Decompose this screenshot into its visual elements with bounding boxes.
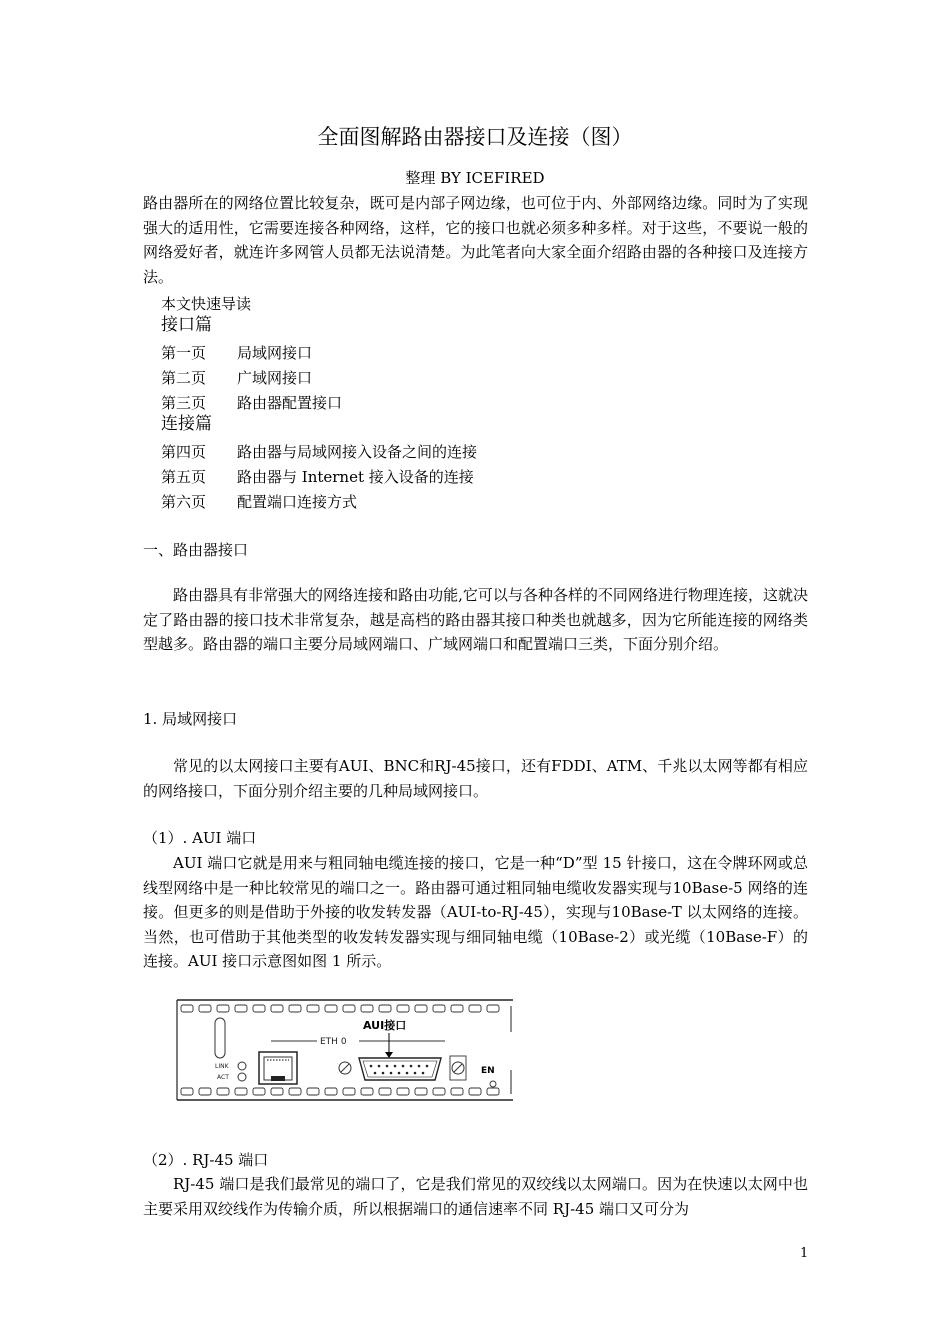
toc-item-page: 第四页: [161, 443, 207, 461]
aui-db15-connector-icon: [359, 1058, 441, 1080]
guide-label: 本文快速导读: [161, 295, 252, 313]
rj45-port-icon: [259, 1052, 297, 1084]
lan-interfaces-paragraph: 常见的以太网接口主要有AUI、BNC和RJ-45接口，还有FDDI、ATM、千兆以太网等都有相应的网络接口，下面分别介绍主要的几种局域网接口。: [143, 757, 808, 800]
intro-paragraph: 路由器所在的网络位置比较复杂，既可是内部子网边缘，也可位于内、外部网络边缘。同时为了实现强大的适用性，它需要连接各种网络，这样，它的接口也就必须多种多样。对于这些，不要说一般的网络爱好者，就连许多网管人员都无法说清楚。为此笔者向大家全面介绍路由器的各种接口及连接方法。: [143, 194, 808, 286]
toc-item-page: 第二页: [161, 369, 207, 387]
toc-item-label: 路由器与局域网接入设备之间的连接: [237, 443, 478, 461]
toc-section-connections: 连接篇: [161, 414, 212, 434]
toc-item-page: 第六页: [161, 493, 207, 511]
aui-interface-figure: [175, 996, 515, 1104]
act-led-label: ACT: [217, 1074, 229, 1081]
rj45-port-paragraph: RJ-45 端口是我们最常见的端口了，它是我们常见的双绞线以太网端口。因为在快速以太网中也主要采用双绞线作为传输介质，所以根据端口的通信速率不同 RJ-45 端口又可分为: [143, 1175, 808, 1218]
toc-item-label: 路由器与 Internet 接入设备的连接: [237, 468, 474, 486]
section-heading-lan-interfaces: 1. 局域网接口: [143, 710, 238, 728]
aui-port-heading: （1）. AUI 端口: [143, 829, 257, 847]
toc-item-label: 配置端口连接方式: [237, 493, 358, 511]
page-number: 1: [800, 1246, 809, 1261]
section-heading-router-interfaces: 一、路由器接口: [143, 541, 249, 559]
toc-item-page: 第五页: [161, 468, 207, 486]
byline: 整理 BY ICEFIRED: [405, 169, 545, 187]
toc-item-label: 路由器配置接口: [237, 394, 343, 412]
router-interfaces-paragraph: 路由器具有非常强大的网络连接和路由功能,它可以与各种各样的不同网络进行物理连接，这就决定了路由器的接口技术非常复杂，越是高档的路由器其接口种类也就越多，因为它所能连接的网络类型越多。路由器的端口主要分局域网端口、广域网端口和配置端口三类，下面分别介绍。: [143, 586, 808, 653]
link-led-label: LINK: [215, 1063, 229, 1070]
toc-item-label: 局域网接口: [237, 344, 313, 362]
en-label: EN: [481, 1066, 495, 1076]
aui-callout-label: AUI接口: [363, 1019, 407, 1032]
eth-label: ETH 0: [320, 1037, 347, 1047]
toc-item-page: 第三页: [161, 394, 207, 412]
rj45-port-heading: （2）. RJ-45 端口: [143, 1151, 269, 1169]
toc-item-page: 第一页: [161, 344, 207, 362]
aui-port-paragraph: AUI 端口它就是用来与粗同轴电缆连接的接口，它是一种“D”型 15 针接口，这在令牌环网或总线型网络中是一种比较常见的端口之一。路由器可通过粗同轴电缆收发器实现与10Base-5 网络的连接。但更多的则是借助于外接的收发转发器（AUI-to-RJ-45），实现与10Base-T 以太网络的连接。当然，也可借助于其他类型的收发转发器实现与细同轴电缆（10Base-2）或光缆（10Base-F）的连接。AUI 接口示意图如图 1 所示。: [143, 854, 808, 970]
page-title: 全面图解路由器接口及连接（图）: [317, 125, 633, 149]
toc-section-interfaces: 接口篇: [161, 315, 212, 335]
toc-item-label: 广域网接口: [237, 369, 313, 387]
